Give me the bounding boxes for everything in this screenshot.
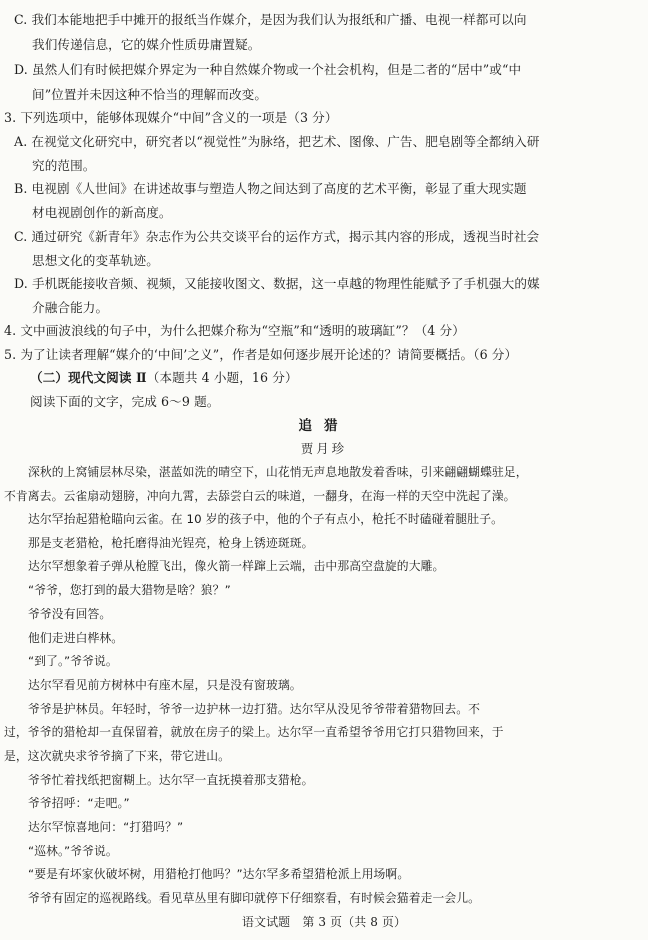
story-line: 是，这次就央求爷爷摘了下来，带它进山。 [4, 749, 231, 763]
section-label: （二）现代文阅读 Ⅱ [30, 370, 147, 385]
question-4: 4. 文中画波浪线的句子中，为什么把媒介称为“空瓶”和“透明的玻璃缸”？（4 分） [4, 323, 465, 338]
story-author: 贾月珍 [300, 441, 348, 456]
story-line: 达尔罕看见前方树林中有座木屋，只是没有窗玻璃。 [28, 678, 302, 692]
section-instruction: 阅读下面的文字，完成 6～9 题。 [30, 394, 220, 409]
story-line: 爷爷有固定的巡视路线。看见草丛里有脚印就停下仔细察看，有时候会猫着走一会儿。 [28, 891, 481, 905]
q3-option-d-line2: 介融合能力。 [32, 300, 109, 315]
story-line: 不肯离去。云雀扇动翅膀，冲向九霄，去舔尝白云的味道，一翻身，在海一样的天空中洗起了澡。 [4, 489, 516, 503]
q3-option-d-line1: D. 手机既能接收音频、视频，又能接收图文、数据，这一卓越的物理性能赋予了手机强大的媒 [14, 276, 540, 291]
story-line: 他们走进白桦林。 [28, 631, 124, 645]
question-5: 5. 为了让读者理解“媒介的‘中间’之义”，作者是如何逐步展开论述的？请简要概括。（6 分） [4, 347, 518, 362]
story-line: 达尔罕惊喜地问：“打猎吗？” [28, 820, 184, 834]
section-heading [0, 370, 648, 386]
prev-option-c-line2: 我们传递信息，它的媒介性质毋庸置疑。 [32, 37, 261, 52]
question-3-stem: 3. 下列选项中，能够体现媒介“中间”含义的一项是（3 分） [4, 110, 338, 125]
story-line: 爷爷没有回答。 [28, 607, 112, 621]
story-line: “巡林。”爷爷说。 [28, 844, 118, 858]
story-line: 爷爷是护林员。年轻时，爷爷一边护林一边打猎。达尔罕从没见爷爷带着猎物回去。不 [28, 702, 481, 716]
story-line: 过，爷爷的猎枪却一直保留着，就放在房子的梁上。达尔罕一直希望爷爷用它打只猎物回来，于 [4, 725, 504, 739]
q3-option-a-line1: A. 在视觉文化研究中，研究者以“视觉性”为脉络，把艺术、图像、广告、肥皂剧等全都纳入研 [14, 134, 540, 149]
story-line: 达尔罕抬起猎枪瞄向云雀。在 10 岁的孩子中，他的个子有点小，枪托不时磕碰着腿肚子。 [28, 512, 503, 526]
story-line: “爷爷，您打到的最大猎物是啥？狼？” [28, 583, 231, 597]
page-footer: 语文试题 第 3 页（共 8 页） [241, 915, 407, 929]
q3-option-b-line2: 材电视剧创作的新高度。 [32, 205, 172, 220]
prev-option-d-line2: 间”位置并未因这种不恰当的理解而改变。 [32, 87, 268, 102]
story-line: 爷爷忙着找纸把窗糊上。达尔罕一直抚摸着那支猎枪。 [28, 773, 314, 787]
story-line: 深秋的上窝铺层林尽染，湛蓝如洗的晴空下，山花悄无声息地散发着香味，引来翩翩蝴蝶驻足， [28, 465, 528, 479]
story-line: “要是有坏家伙破坏树，用猎枪打他吗？”达尔罕多希望猎枪派上用场啊。 [28, 867, 410, 881]
story-line: “到了。”爷爷说。 [28, 654, 118, 668]
section-info: （本题共 4 小题，16 分） [146, 370, 298, 385]
prev-option-c-line1: C. 我们本能地把手中摊开的报纸当作媒介，是因为我们认为报纸和广播、电视一样都可以向 [14, 12, 527, 27]
q3-option-b-line1: B. 电视剧《人世间》在讲述故事与塑造人物之间达到了高度的艺术平衡，彰显了重大现实题 [14, 181, 527, 196]
story-line: 那是支老猎枪，枪托磨得油光锃亮，枪身上锈迹斑斑。 [28, 536, 314, 550]
story-title: 追猎 [298, 418, 350, 434]
q3-option-c-line1: C. 通过研究《新青年》杂志作为公共交谈平台的运作方式，揭示其内容的形成，透视当时社会 [14, 229, 540, 244]
story-line: 爷爷招呼：“走吧。” [28, 796, 130, 810]
q3-option-c-line2: 思想文化的变革轨迹。 [32, 253, 159, 268]
q3-option-a-line2: 究的范围。 [32, 158, 96, 173]
prev-option-d-line1: D. 虽然人们有时候把媒介界定为一种自然媒介物或一个社会机构，但是二者的“居中”或“中 [14, 62, 522, 77]
story-line: 达尔罕想象着子弹从枪膛飞出，像火箭一样蹿上云端，击中那高空盘旋的大雕。 [28, 559, 445, 573]
